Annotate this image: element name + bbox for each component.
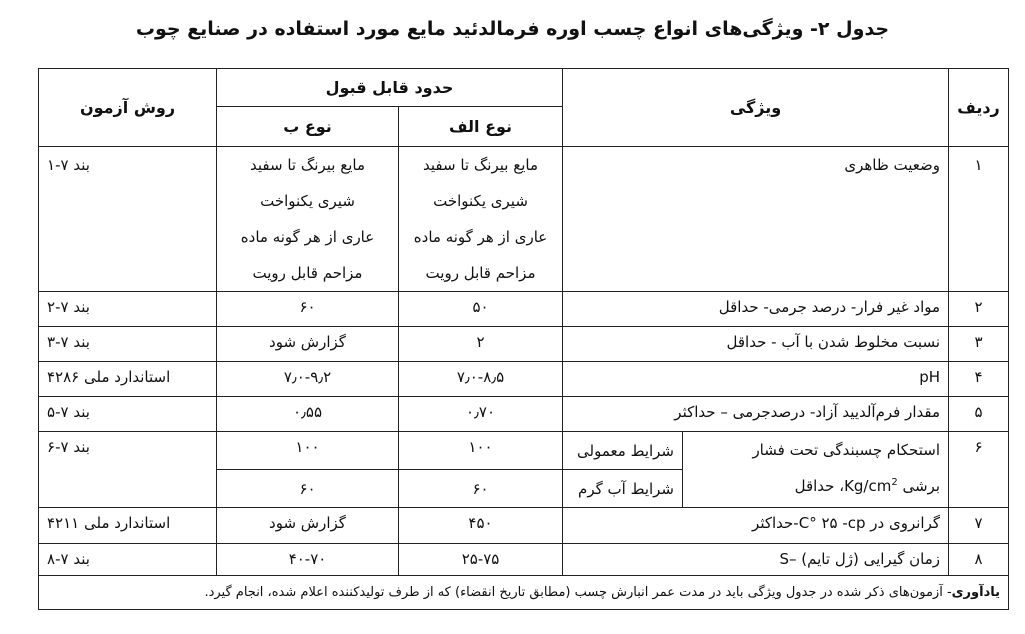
type-a-cell: ۷٫۰-۸٫۵ (399, 362, 563, 397)
header-row (39, 69, 1009, 107)
type-b-cell: ۷٫۰-۹٫۲ (217, 362, 399, 397)
type-a-line: مزاحم قابل رویت (425, 264, 536, 282)
property-cell: زمان گیرایی (ژل تایم) –S (563, 544, 949, 576)
table-row (39, 327, 1009, 362)
condition-cell: شرایط آب گرم (563, 470, 683, 508)
note-text: - آزمون‌های ذکر شده در جدول ویژگی باید در مدت عمر انبارش چسب (مطابق تاریخ انقضاء) که از طرف تولیدکننده اعلام شده، انجام گیرد. (204, 584, 952, 600)
type-b-cell: ۴۰-۷۰ (217, 544, 399, 576)
table-row (39, 397, 1009, 432)
row-number: ۳ (949, 327, 1009, 362)
type-b-cell: گزارش شود (217, 508, 399, 544)
property-cell: مواد غیر فرار- درصد جرمی- حداقل (563, 292, 949, 327)
property-line: استحکام چسبندگی تحت فشار (752, 441, 941, 459)
type-a-cell: ۲ (399, 327, 563, 362)
type-b-line: مزاحم قابل رویت (252, 264, 363, 282)
header-row-number: ردیف (949, 69, 1009, 147)
type-a-cell: ۵۰ (399, 292, 563, 327)
table-caption: جدول ۲- ویژگی‌های انواع چسب اوره فرمالدئید مایع مورد استفاده در صنایع چوب (135, 18, 890, 40)
table-row (39, 544, 1009, 576)
method-cell: بند ۷-۸ (39, 544, 217, 576)
type-a-cell: ۰٫۷۰ (399, 397, 563, 432)
type-b-cell (217, 147, 399, 292)
row-number: ۷ (949, 508, 1009, 544)
type-a-cell (399, 147, 563, 292)
property-cell: نسبت مخلوط شدن با آب - حداقل (563, 327, 949, 362)
row-number: ۲ (949, 292, 1009, 327)
table-row (39, 362, 1009, 397)
method-cell: بند ۷-۵ (39, 397, 217, 432)
note-cell (39, 576, 1009, 610)
property-cell: مقدار فرم‌آلدیید آزاد- درصدجرمی – حداکثر (563, 397, 949, 432)
type-a-cell: ۴۵۰ (399, 508, 563, 544)
table-row (39, 147, 1009, 292)
header-test-method: روش آزمون (39, 69, 217, 147)
type-a-line: شیری یکنواخت (433, 192, 528, 210)
unit-superscript: 2 (891, 477, 898, 488)
method-cell: استاندارد ملی ۴۲۸۶ (39, 362, 217, 397)
type-b-cell: ۰٫۵۵ (217, 397, 399, 432)
note-label: یادآوری (951, 584, 1001, 600)
table-row (39, 432, 1009, 470)
property-unit (844, 477, 898, 495)
header-acceptable-limits: حدود قابل قبول (217, 69, 563, 107)
property-cell (683, 432, 949, 508)
method-cell: بند ۷-۱ (39, 147, 217, 292)
property-cell: وضعیت ظاهری (563, 147, 949, 292)
type-a-cell: ۲۵-۷۵ (399, 544, 563, 576)
method-cell: بند ۷-۳ (39, 327, 217, 362)
table-row (39, 508, 1009, 544)
row-number: ۱ (949, 147, 1009, 292)
method-cell: بند ۷-۲ (39, 292, 217, 327)
type-b-cell: ۱۰۰ (217, 432, 399, 470)
unit-text: Kg/cm (844, 477, 892, 495)
type-a-line: عاری از هر گونه ماده (413, 228, 548, 246)
type-b-line: مایع بیرنگ تا سفید (250, 156, 365, 174)
property-text: برشی (897, 477, 941, 495)
type-b-line: عاری از هر گونه ماده (240, 228, 375, 246)
row-number: ۵ (949, 397, 1009, 432)
specification-table (38, 68, 1009, 610)
type-a-cell: ۶۰ (399, 470, 563, 508)
property-cell: pH (563, 362, 949, 397)
type-b-cell: گزارش شود (217, 327, 399, 362)
method-cell: استاندارد ملی ۴۲۱۱ (39, 508, 217, 544)
type-a-cell: ۱۰۰ (399, 432, 563, 470)
type-b-cell: ۶۰ (217, 470, 399, 508)
header-type-b: نوع ب (217, 107, 399, 147)
property-cell: گرانروی در C° ۲۵ -cp-حداکثر (563, 508, 949, 544)
type-a-line: مایع بیرنگ تا سفید (423, 156, 538, 174)
row-number: ۶ (949, 432, 1009, 508)
row-number: ۸ (949, 544, 1009, 576)
table-row (39, 292, 1009, 327)
note-row (39, 576, 1009, 610)
condition-cell: شرایط معمولی (563, 432, 683, 470)
method-cell: بند ۷-۶ (39, 432, 217, 508)
header-property: ویژگی (563, 69, 949, 147)
property-line (691, 468, 940, 504)
type-b-line: شیری یکنواخت (260, 192, 355, 210)
property-text: ، حداقل (794, 477, 845, 495)
type-b-cell: ۶۰ (217, 292, 399, 327)
header-type-a: نوع الف (399, 107, 563, 147)
row-number: ۴ (949, 362, 1009, 397)
